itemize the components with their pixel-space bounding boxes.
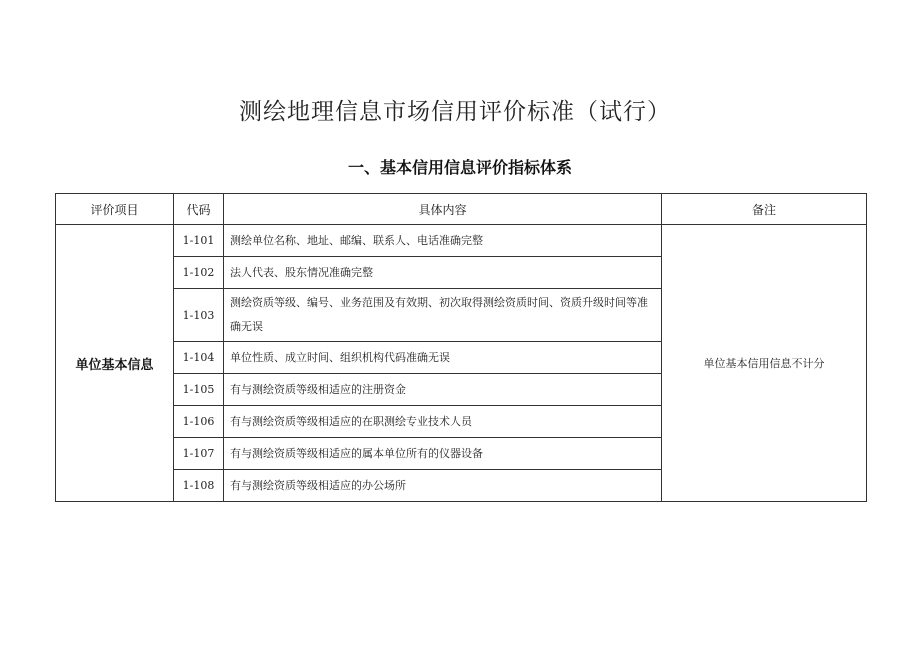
header-code: 代码 xyxy=(174,194,224,225)
table-header-row xyxy=(56,194,867,225)
row-code: 1-106 xyxy=(174,406,224,438)
row-code: 1-105 xyxy=(174,374,224,406)
row-code: 1-102 xyxy=(174,257,224,289)
row-content: 单位性质、成立时间、组织机构代码准确无误 xyxy=(224,342,662,374)
header-content: 具体内容 xyxy=(224,194,662,225)
header-remark: 备注 xyxy=(662,194,867,225)
row-code: 1-107 xyxy=(174,438,224,470)
group-label: 单位基本信息 xyxy=(56,225,174,502)
row-content: 有与测绘资质等级相适应的办公场所 xyxy=(224,470,662,502)
row-content: 有与测绘资质等级相适应的属本单位所有的仪器设备 xyxy=(224,438,662,470)
criteria-table xyxy=(55,193,867,502)
document-title: 测绘地理信息市场信用评价标准（试行） xyxy=(239,99,671,125)
row-content: 有与测绘资质等级相适应的在职测绘专业技术人员 xyxy=(224,406,662,438)
header-category: 评价项目 xyxy=(56,194,174,225)
row-content: 测绘单位名称、地址、邮编、联系人、电话准确完整 xyxy=(224,225,662,257)
group-remark: 单位基本信用信息不计分 xyxy=(662,225,867,502)
row-content: 有与测绘资质等级相适应的注册资金 xyxy=(224,374,662,406)
table-row xyxy=(56,225,867,257)
row-content: 测绘资质等级、编号、业务范围及有效期、初次取得测绘资质时间、资质升级时间等准确无误 xyxy=(224,289,662,342)
section-title: 一、基本信用信息评价指标体系 xyxy=(347,158,572,177)
row-code: 1-101 xyxy=(174,225,224,257)
row-code: 1-103 xyxy=(174,289,224,342)
row-code: 1-104 xyxy=(174,342,224,374)
row-content: 法人代表、股东情况准确完整 xyxy=(224,257,662,289)
row-code: 1-108 xyxy=(174,470,224,502)
